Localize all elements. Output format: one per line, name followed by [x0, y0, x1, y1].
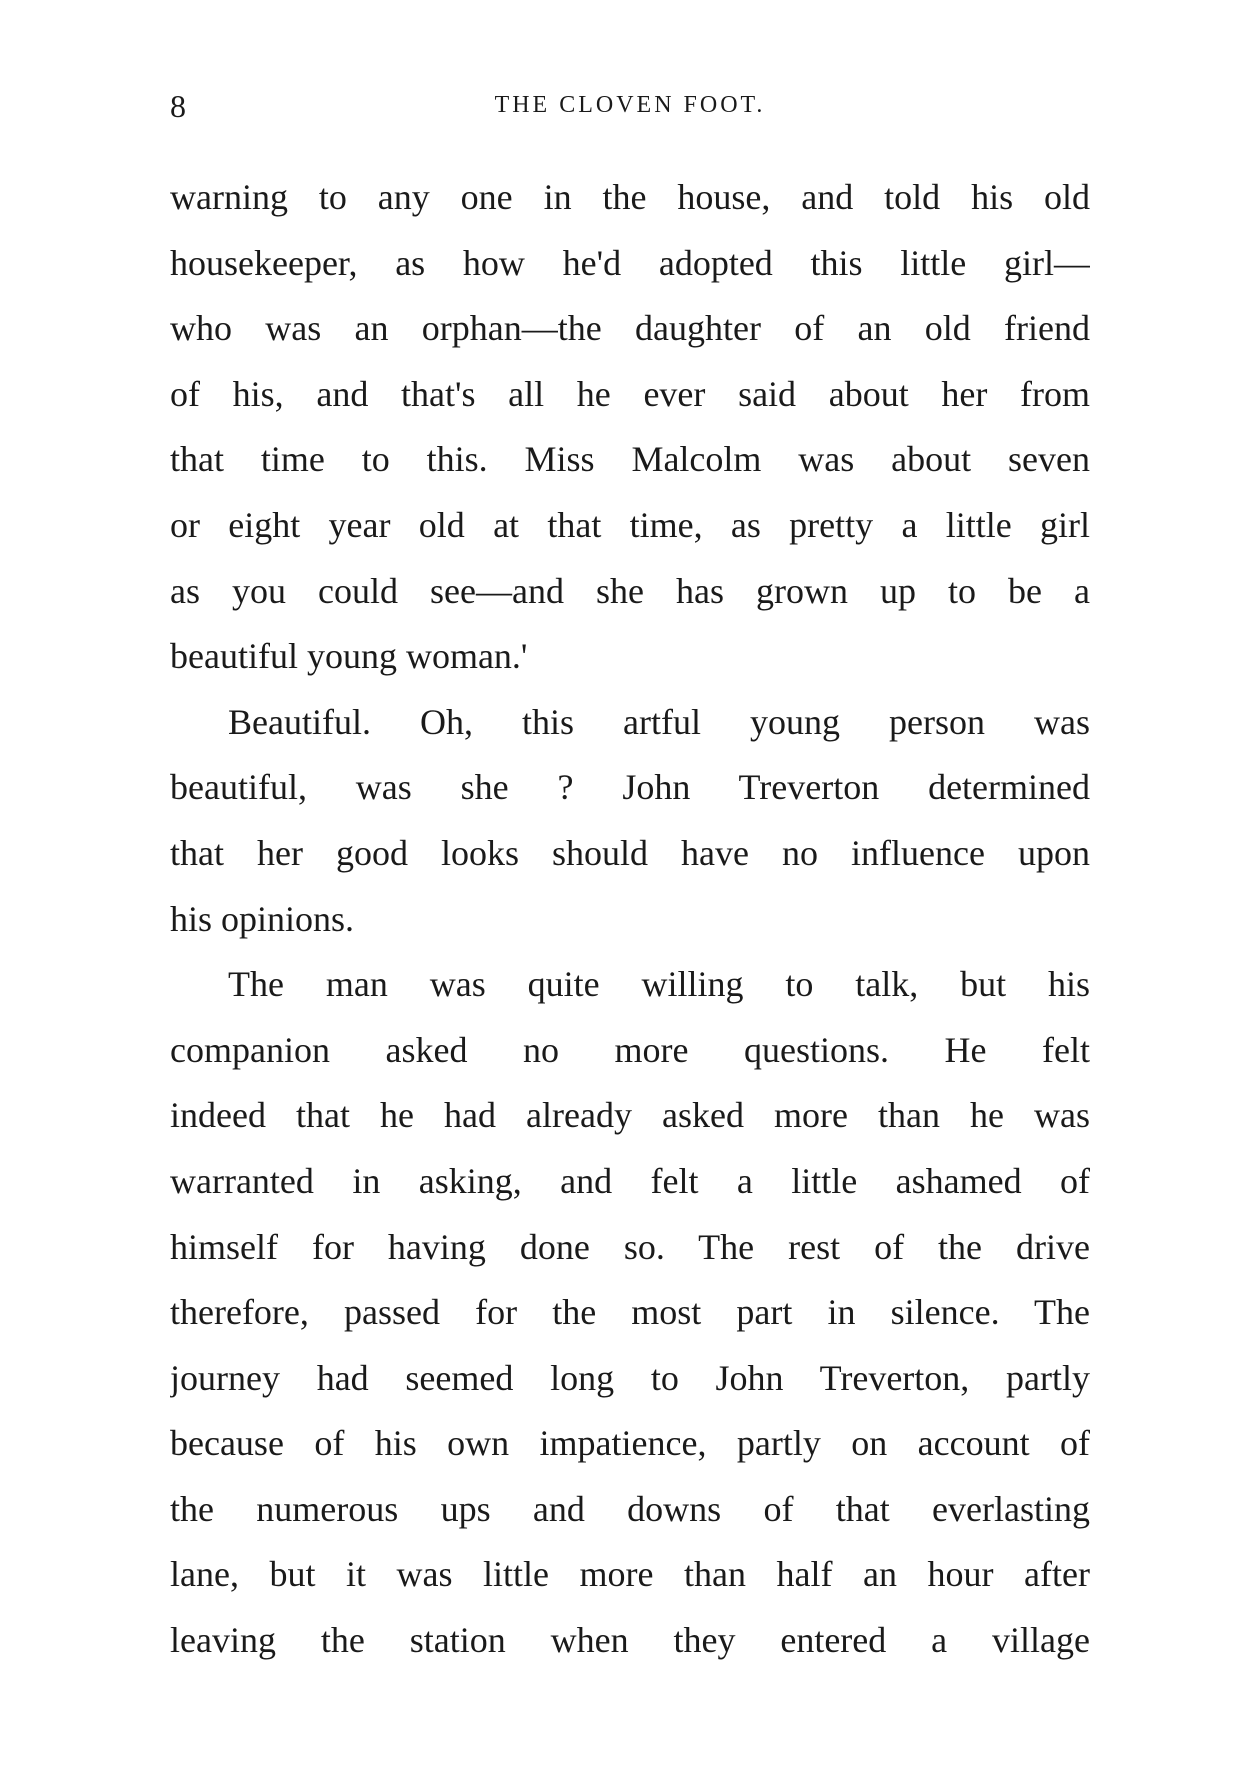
text-line: who was an orphan—the daughter of an old friend: [170, 308, 1090, 349]
page-number: 8: [170, 88, 187, 124]
text-line: housekeeper, as how he'd adopted this little girl—: [170, 242, 1090, 283]
text-line: himself for having done so. The rest of the drive: [170, 1226, 1090, 1267]
text-line: his opinions.: [170, 898, 355, 939]
running-title: THE CLOVEN FOOT.: [494, 92, 766, 118]
paragraph-first-line: The man was quite willing to talk, but his: [228, 964, 1090, 1005]
text-line: warning to any one in the house, and told his old: [170, 177, 1090, 217]
text-line: leaving the station when they entered a village: [170, 1620, 1090, 1661]
text-line: the numerous ups and downs of that everlasting: [170, 1488, 1090, 1529]
text-line: because of his own impatience, partly on account of: [170, 1423, 1090, 1464]
text-line: lane, but it was little more than half an hour after: [170, 1554, 1090, 1595]
text-line: beautiful, was she ? John Treverton determined: [170, 767, 1090, 808]
text-line: therefore, passed for the most part in silence. The: [170, 1292, 1090, 1333]
text-line: as you could see—and she has grown up to be a: [170, 570, 1090, 611]
text-line: companion asked no more questions. He felt: [170, 1029, 1090, 1070]
text-line: of his, and that's all he ever said about her from: [170, 373, 1090, 414]
text-line: warranted in asking, and felt a little ashamed of: [170, 1160, 1090, 1201]
text-line: that time to this. Miss Malcolm was about seven: [170, 439, 1090, 480]
body-text: [170, 165, 1090, 1674]
text-line: or eight year old at that time, as pretty a little girl: [170, 504, 1090, 545]
page-header: [170, 88, 1090, 132]
text-line: beautiful young woman.': [170, 636, 528, 677]
paragraph-first-line: Beautiful. Oh, this artful young person was: [228, 701, 1090, 742]
text-line: journey had seemed long to John Treverton, partly: [170, 1357, 1090, 1398]
text-line: that her good looks should have no influence upon: [170, 832, 1090, 873]
text-line: indeed that he had already asked more than he was: [170, 1095, 1090, 1136]
